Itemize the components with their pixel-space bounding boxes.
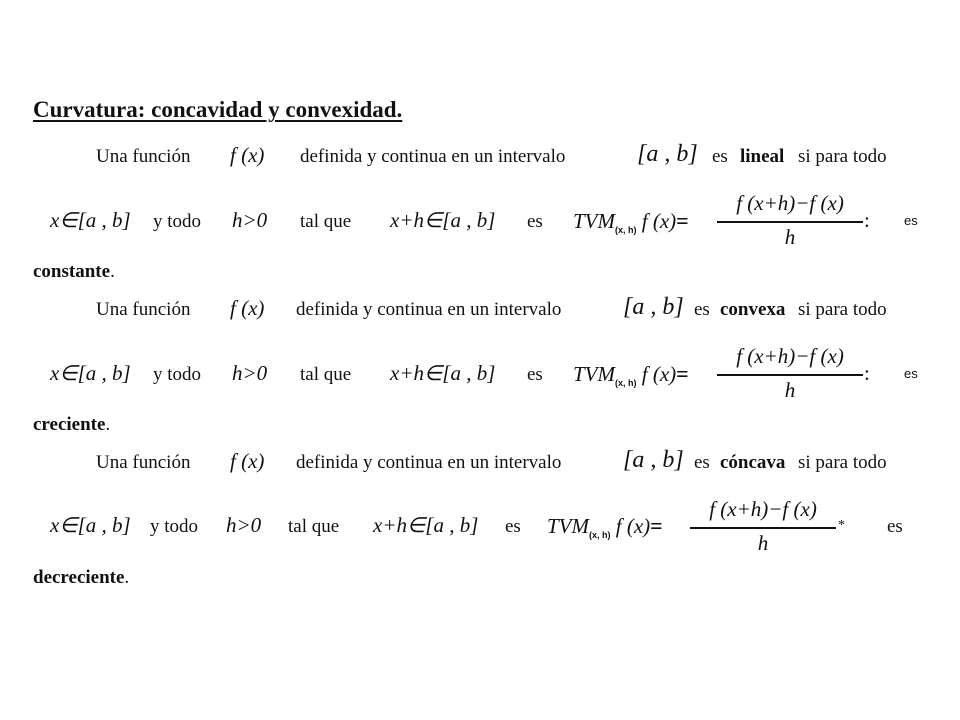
equals-sign: = bbox=[676, 361, 689, 386]
y-todo-text: y todo bbox=[153, 211, 202, 232]
tal-que-text: tal que bbox=[288, 516, 340, 537]
una-funcion-text: Una función bbox=[96, 299, 191, 320]
property-lineal: lineal bbox=[740, 146, 785, 167]
es-text: es bbox=[694, 452, 710, 473]
tvm-fx: f (x) bbox=[641, 362, 677, 386]
difference-quotient bbox=[717, 191, 863, 251]
page-title: Curvatura: concavidad y convexidad. bbox=[33, 97, 403, 122]
quotient-denominator: h bbox=[784, 225, 796, 249]
tal-que-text: tal que bbox=[300, 364, 352, 385]
fx-symbol: f (x) bbox=[230, 143, 265, 167]
es-text: es bbox=[527, 211, 543, 232]
quotient-numerator: f (x+h)−f (x) bbox=[709, 497, 817, 521]
x-in-interval: x∈[a , b] bbox=[50, 361, 131, 385]
quotient-denominator: h bbox=[784, 378, 796, 402]
difference-quotient bbox=[717, 344, 863, 404]
quotient-denominator: h bbox=[757, 531, 769, 555]
y-todo-text: y todo bbox=[153, 364, 202, 385]
property-concava: cóncava bbox=[720, 452, 786, 473]
xh-in-interval: x+h∈[a , b] bbox=[390, 361, 496, 385]
property-convexa: convexa bbox=[720, 299, 786, 320]
definida-text: definida y continua en un intervalo bbox=[300, 146, 566, 167]
tvm-symbol: TVM bbox=[573, 362, 615, 386]
una-funcion-text: Una función bbox=[96, 146, 191, 167]
interval-symbol: [a , b] bbox=[637, 141, 698, 167]
es-right-text: es bbox=[887, 516, 903, 537]
conclusion-decreciente: decreciente bbox=[33, 567, 125, 588]
x-in-interval: x∈[a , b] bbox=[50, 513, 131, 537]
equals-sign: = bbox=[676, 208, 689, 233]
colon: : bbox=[864, 361, 870, 385]
tvm-subscript: (x, h) bbox=[589, 530, 611, 540]
conclusion-line bbox=[33, 261, 115, 283]
xh-in-interval: x+h∈[a , b] bbox=[390, 208, 496, 232]
x-in-interval: x∈[a , b] bbox=[50, 208, 131, 232]
tvm-subscript: (x, h) bbox=[615, 378, 637, 388]
quotient-numerator: f (x+h)−f (x) bbox=[736, 344, 844, 368]
period: . bbox=[110, 261, 115, 282]
h-positive: h>0 bbox=[232, 361, 268, 385]
conclusion-creciente: creciente bbox=[33, 414, 106, 435]
es-text: es bbox=[527, 364, 543, 385]
tvm-formula bbox=[573, 361, 689, 388]
difference-quotient bbox=[690, 497, 836, 557]
definida-text: definida y continua en un intervalo bbox=[296, 299, 562, 320]
conclusion-constante: constante bbox=[33, 261, 111, 282]
es-text: es bbox=[694, 299, 710, 320]
tvm-subscript: (x, h) bbox=[615, 225, 637, 235]
tvm-formula bbox=[573, 208, 689, 235]
tvm-fx: f (x) bbox=[641, 209, 677, 233]
mark: * bbox=[838, 518, 845, 533]
equals-sign: = bbox=[650, 513, 663, 538]
colon: : bbox=[864, 208, 870, 232]
y-todo-text: y todo bbox=[150, 516, 199, 537]
es-right-text: es bbox=[904, 366, 918, 381]
interval-symbol: [a , b] bbox=[623, 447, 684, 473]
conclusion-line bbox=[33, 567, 129, 589]
conclusion-line bbox=[33, 414, 110, 436]
tvm-symbol: TVM bbox=[547, 514, 589, 538]
es-right-text: es bbox=[904, 213, 918, 228]
h-positive: h>0 bbox=[226, 513, 262, 537]
es-text: es bbox=[505, 516, 521, 537]
tvm-symbol: TVM bbox=[573, 209, 615, 233]
tvm-fx: f (x) bbox=[615, 514, 651, 538]
tal-que-text: tal que bbox=[300, 211, 352, 232]
si-para-todo-text: si para todo bbox=[798, 299, 887, 320]
tvm-formula bbox=[547, 513, 663, 540]
si-para-todo-text: si para todo bbox=[798, 452, 887, 473]
fx-symbol: f (x) bbox=[230, 449, 265, 473]
fx-symbol: f (x) bbox=[230, 296, 265, 320]
period: . bbox=[105, 414, 111, 435]
es-text: es bbox=[712, 146, 728, 167]
fraction-bar bbox=[717, 374, 863, 376]
fraction-bar bbox=[717, 221, 863, 223]
si-para-todo-text: si para todo bbox=[798, 146, 887, 167]
una-funcion-text: Una función bbox=[96, 452, 191, 473]
xh-in-interval: x+h∈[a , b] bbox=[373, 513, 479, 537]
quotient-numerator: f (x+h)−f (x) bbox=[736, 191, 844, 215]
definida-text: definida y continua en un intervalo bbox=[296, 452, 562, 473]
h-positive: h>0 bbox=[232, 208, 268, 232]
period: . bbox=[124, 567, 130, 588]
interval-symbol: [a , b] bbox=[623, 294, 684, 320]
fraction-bar bbox=[690, 527, 836, 529]
